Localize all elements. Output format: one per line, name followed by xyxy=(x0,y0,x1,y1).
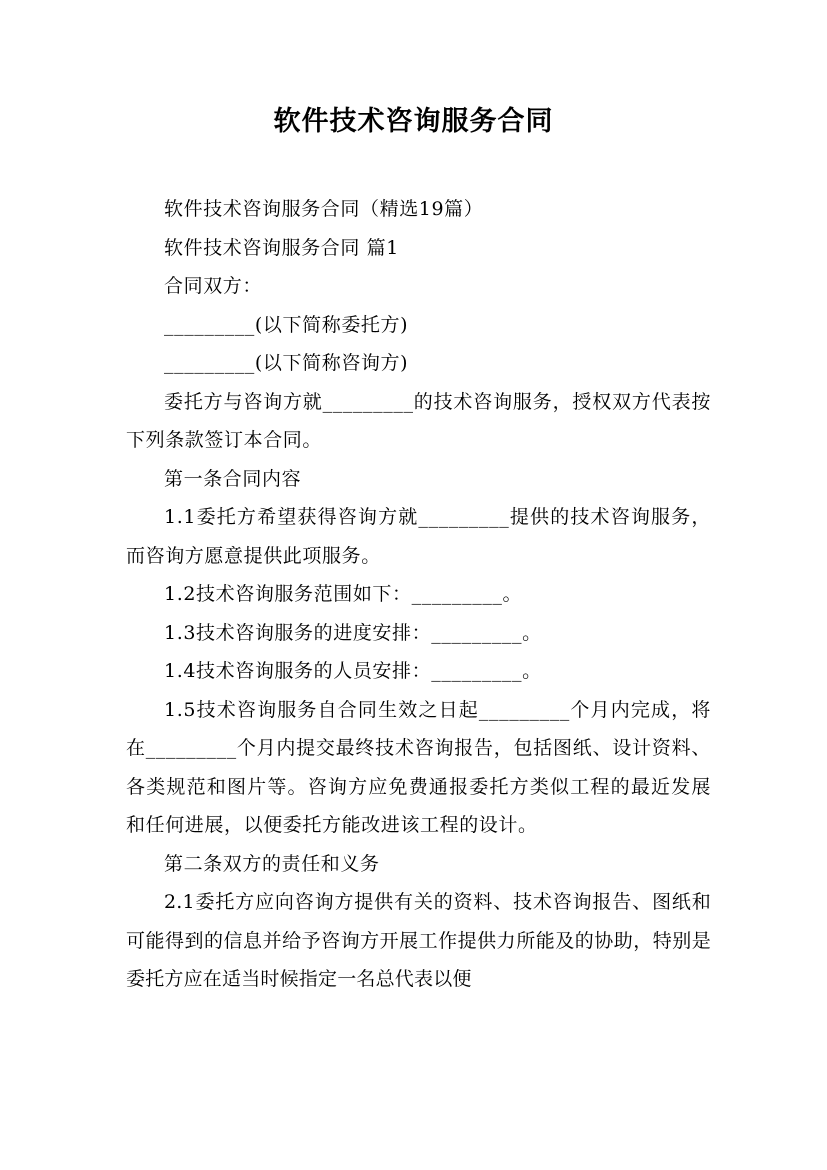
clause-1-3: 1.3技术咨询服务的进度安排：_________。 xyxy=(164,621,542,644)
clause-1-2: 1.2技术咨询服务范围如下：_________。 xyxy=(164,583,523,605)
paragraph-client-blank: _________(以下简称委托方) xyxy=(164,313,409,336)
paragraph-subtitle: 软件技术咨询服务合同（精选19篇） xyxy=(164,198,484,220)
document-body xyxy=(126,190,711,999)
clause-2-1: 2.1委托方应向咨询方提供有关的资料、技术咨询报告、图纸和可能得到的信息并给予咨询方开展工作提供力所能及的协助，特别是委托方应在适当时候指定一名总代表以便 xyxy=(126,891,711,990)
section-heading-contract-content: 第一条合同内容 xyxy=(164,467,302,490)
clause-1-4: 1.4技术咨询服务的人员安排：_________。 xyxy=(164,660,542,682)
clause-1-5: 1.5技术咨询服务自合同生效之日起_________个月内完成，将在_________个月内提交最终技术咨询报告，包括图纸、设计资料、各类规范和图片等。咨询方应免费通报委托方类似工程的最近发展和任何进展，以便委托方能改进该工程的设计。 xyxy=(126,698,711,836)
section-heading-responsibilities: 第二条双方的责任和义务 xyxy=(164,852,380,875)
paragraph-article-heading: 软件技术咨询服务合同 篇1 xyxy=(164,236,399,259)
clause-1-1: 1.1委托方希望获得咨询方就_________提供的技术咨询服务，而咨询方愿意提供此项服务。 xyxy=(126,506,711,567)
paragraph-consultant-blank: _________(以下简称咨询方) xyxy=(164,352,409,374)
document-title: 软件技术咨询服务合同 xyxy=(273,106,554,137)
paragraph-intro: 委托方与咨询方就_________的技术咨询服务，授权双方代表按下列条款签订本合同。 xyxy=(126,390,711,451)
paragraph-parties-label: 合同双方： xyxy=(164,275,263,297)
